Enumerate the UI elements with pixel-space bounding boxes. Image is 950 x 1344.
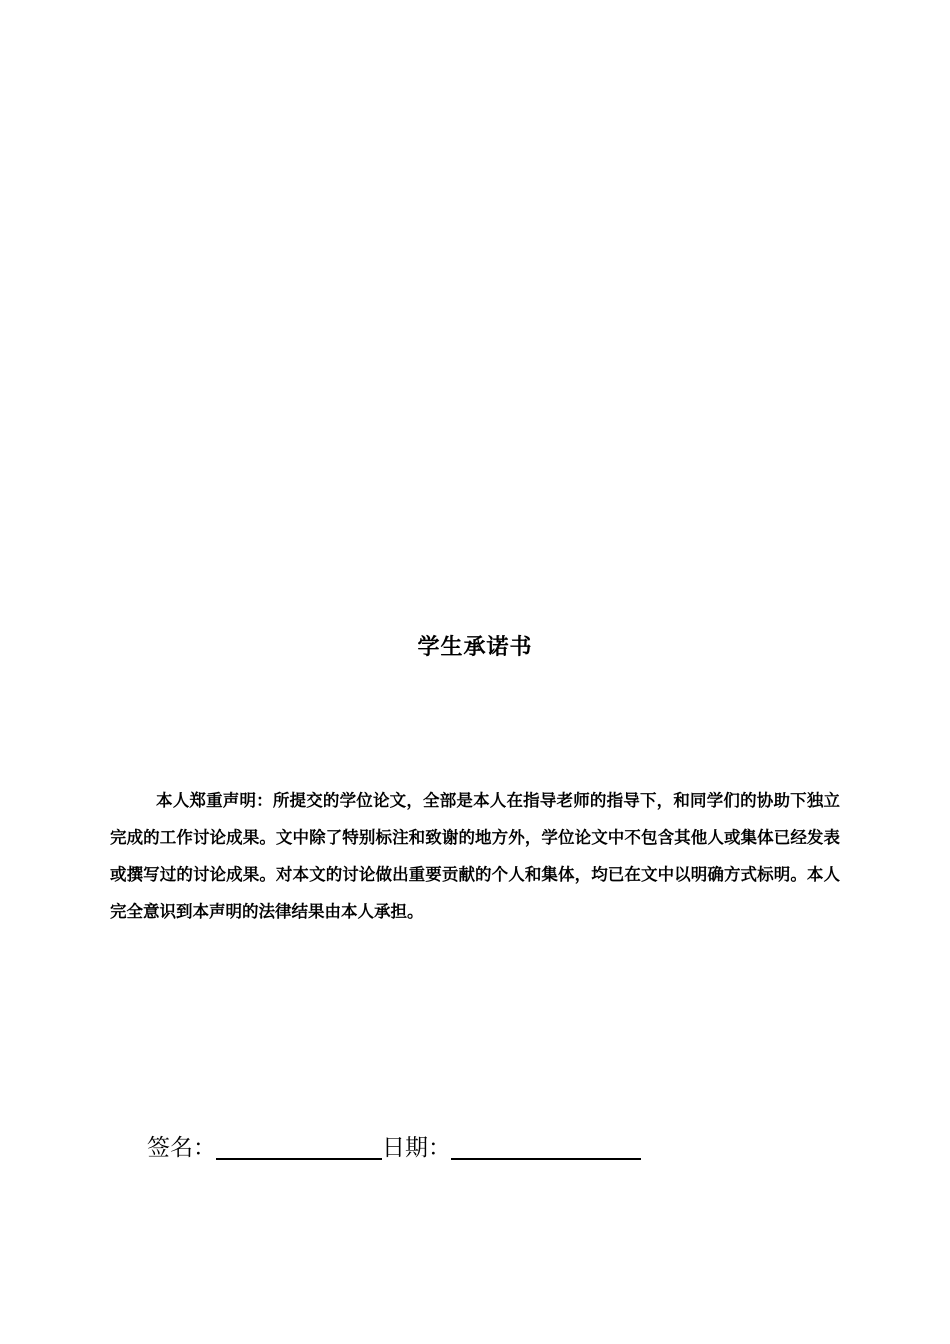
page-title: 学生承诺书 <box>417 635 533 660</box>
date-blank-line[interactable] <box>451 1128 641 1160</box>
signature-row <box>147 1128 641 1168</box>
declaration-paragraph: 本人郑重声明：所提交的学位论文，全部是本人在指导老师的指导下，和同学们的协助下独立完成的工作讨论成果。文中除了特别标注和致谢的地方外，学位论文中不包含其他人或集体已经发表或撰写过的讨论成果。对本文的讨论做出重要贡献的个人和集体，均已在文中以明确方式标明。本人完全意识到本声明的法律结果由本人承担。 <box>110 791 840 921</box>
signature-blank-line[interactable] <box>216 1128 382 1160</box>
date-label: 日期： <box>382 1135 451 1161</box>
signature-label: 签名： <box>147 1135 216 1161</box>
